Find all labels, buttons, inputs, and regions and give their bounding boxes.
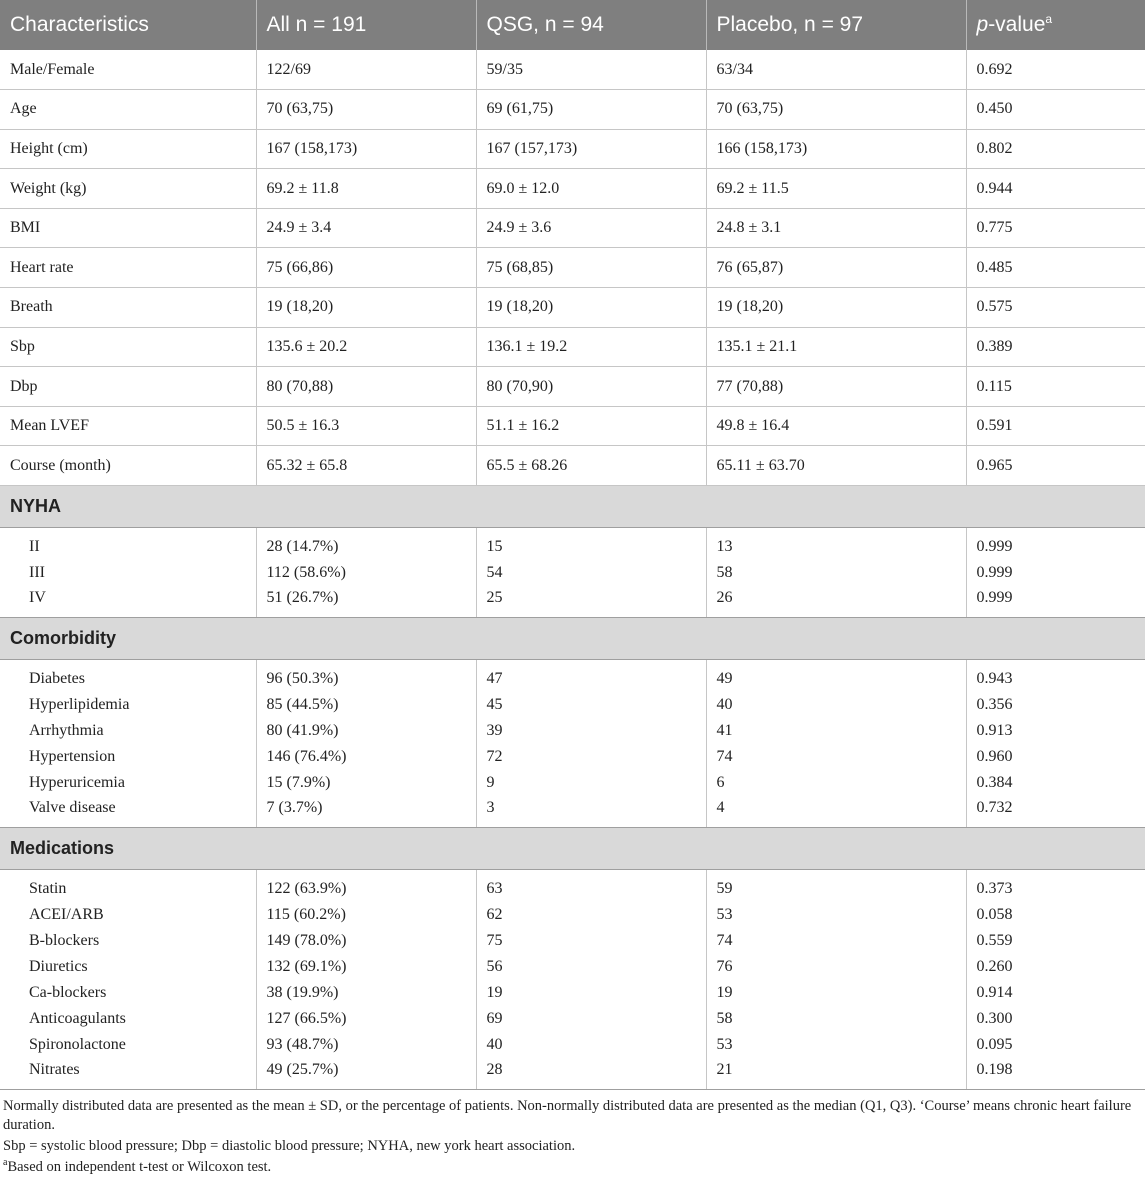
- row-placebo-value: 59: [706, 870, 966, 902]
- row-placebo-value: 19: [706, 980, 966, 1006]
- row-all-value: 122 (63.9%): [256, 870, 476, 902]
- row-qsg-value: 24.9 ± 3.6: [476, 208, 706, 248]
- footnote-abbreviations: Sbp = systolic blood pressure; Dbp = diastolic blood pressure; NYHA, new york heart association.: [3, 1138, 576, 1155]
- row-name: Nitrates: [0, 1058, 256, 1090]
- row-qsg-value: 69 (61,75): [476, 90, 706, 130]
- row-name: Mean LVEF: [0, 406, 256, 446]
- row-name: Anticoagulants: [0, 1006, 256, 1032]
- section-header-row: [0, 618, 1145, 660]
- table-row: [0, 718, 1145, 744]
- row-pvalue: 0.373: [976, 879, 1013, 897]
- row-qsg-value: 47: [476, 660, 706, 692]
- row-placebo-value: 76: [706, 954, 966, 980]
- row-pvalue: 0.095: [976, 1035, 1013, 1053]
- row-name: Ca-blockers: [0, 980, 256, 1006]
- section-header-row: [0, 828, 1145, 870]
- row-qsg-value: 80 (70,90): [476, 367, 706, 407]
- row-pvalue: 0.775: [966, 208, 1145, 248]
- table-row: [0, 129, 1145, 169]
- row-name: B-blockers: [0, 928, 256, 954]
- row-all-value: 115 (60.2%): [256, 902, 476, 928]
- row-placebo-value: 26: [706, 586, 966, 618]
- row-name: Hyperuricemia: [0, 770, 256, 796]
- table-row: [0, 90, 1145, 130]
- row-placebo-value: 49.8 ± 16.4: [706, 406, 966, 446]
- row-pvalue: 0.356: [976, 695, 1013, 713]
- table-row: [0, 980, 1145, 1006]
- table-row: [0, 446, 1145, 486]
- table-row: [0, 928, 1145, 954]
- row-pvalue: 0.944: [966, 169, 1145, 209]
- row-placebo-value: 4: [706, 796, 966, 828]
- row-name: Heart rate: [0, 248, 256, 288]
- footnote-test: [3, 1158, 1137, 1177]
- row-all-value: 19 (18,20): [256, 288, 476, 328]
- table-row: [0, 327, 1145, 367]
- row-placebo-value: 24.8 ± 3.1: [706, 208, 966, 248]
- row-all-value: 15 (7.9%): [256, 770, 476, 796]
- row-qsg-value: 51.1 ± 16.2: [476, 406, 706, 446]
- row-name: Age: [0, 90, 256, 130]
- header-pvalue: [966, 0, 1145, 50]
- row-all-value: 135.6 ± 20.2: [256, 327, 476, 367]
- table-row: [0, 367, 1145, 407]
- row-name: Arrhythmia: [0, 718, 256, 744]
- row-placebo-value: 58: [706, 1006, 966, 1032]
- row-qsg-value: 19 (18,20): [476, 288, 706, 328]
- row-qsg-value: 9: [476, 770, 706, 796]
- header-pvalue-sup: a: [1045, 12, 1053, 26]
- row-placebo-value: 53: [706, 902, 966, 928]
- row-pvalue: 0.260: [976, 957, 1013, 975]
- table-row: [0, 796, 1145, 828]
- row-pvalue: 0.300: [976, 1009, 1013, 1027]
- row-name: Diuretics: [0, 954, 256, 980]
- row-name: Valve disease: [0, 796, 256, 828]
- table-row: [0, 660, 1145, 692]
- row-pvalue: 0.058: [976, 905, 1013, 923]
- table-row: [0, 208, 1145, 248]
- table-header: [0, 0, 1145, 50]
- row-qsg-value: 19: [476, 980, 706, 1006]
- row-all-value: 49 (25.7%): [256, 1058, 476, 1090]
- row-all-value: 112 (58.6%): [256, 560, 476, 586]
- row-name: III: [0, 560, 256, 586]
- section-title: Comorbidity: [0, 618, 1145, 660]
- row-placebo-value: 74: [706, 928, 966, 954]
- row-qsg-value: 63: [476, 870, 706, 902]
- row-pvalue: 0.999: [966, 586, 1145, 618]
- table-row: [0, 870, 1145, 902]
- row-name: IV: [0, 586, 256, 618]
- row-all-value: 38 (19.9%): [256, 980, 476, 1006]
- footnote-test-sup: a: [3, 1157, 8, 1169]
- row-pvalue: 0.802: [966, 129, 1145, 169]
- row-qsg-value: 136.1 ± 19.2: [476, 327, 706, 367]
- row-pvalue: 0.960: [976, 747, 1013, 765]
- row-qsg-value: 54: [476, 560, 706, 586]
- row-pvalue: 0.559: [976, 931, 1013, 949]
- row-qsg-value: 167 (157,173): [476, 129, 706, 169]
- table-row: [0, 902, 1145, 928]
- row-all-value: 96 (50.3%): [256, 660, 476, 692]
- table-row: [0, 770, 1145, 796]
- row-all-value: 50.5 ± 16.3: [256, 406, 476, 446]
- row-all-value: 75 (66,86): [256, 248, 476, 288]
- row-qsg-value: 75: [476, 928, 706, 954]
- table-row: [0, 1032, 1145, 1058]
- row-name: Breath: [0, 288, 256, 328]
- section-title: NYHA: [0, 486, 1145, 528]
- row-all-value: 85 (44.5%): [256, 692, 476, 718]
- row-qsg-value: 45: [476, 692, 706, 718]
- row-pvalue: 0.914: [976, 983, 1013, 1001]
- row-qsg-value: 3: [476, 796, 706, 828]
- row-placebo-value: 40: [706, 692, 966, 718]
- row-name: Hyperlipidemia: [0, 692, 256, 718]
- table-row: [0, 406, 1145, 446]
- row-qsg-value: 65.5 ± 68.26: [476, 446, 706, 486]
- row-all-value: 28 (14.7%): [256, 528, 476, 560]
- row-all-value: 80 (70,88): [256, 367, 476, 407]
- row-all-value: 122/69: [256, 50, 476, 90]
- row-placebo-value: 63/34: [706, 50, 966, 90]
- row-pvalue: 0.692: [966, 50, 1145, 90]
- row-qsg-value: 59/35: [476, 50, 706, 90]
- row-placebo-value: 65.11 ± 63.70: [706, 446, 966, 486]
- row-qsg-value: 56: [476, 954, 706, 980]
- table-row: [0, 50, 1145, 90]
- row-placebo-value: 166 (158,173): [706, 129, 966, 169]
- row-qsg-value: 39: [476, 718, 706, 744]
- row-all-value: 80 (41.9%): [256, 718, 476, 744]
- header-all: All n = 191: [256, 0, 476, 50]
- table-row: [0, 692, 1145, 718]
- row-qsg-value: 15: [476, 528, 706, 560]
- table-row: [0, 744, 1145, 770]
- row-all-value: 24.9 ± 3.4: [256, 208, 476, 248]
- row-all-value: 149 (78.0%): [256, 928, 476, 954]
- header-placebo: Placebo, n = 97: [706, 0, 966, 50]
- row-name: BMI: [0, 208, 256, 248]
- row-all-value: 127 (66.5%): [256, 1006, 476, 1032]
- table-row: [0, 288, 1145, 328]
- header-qsg: QSG, n = 94: [476, 0, 706, 50]
- row-qsg-value: 40: [476, 1032, 706, 1058]
- row-all-value: 7 (3.7%): [256, 796, 476, 828]
- row-pvalue: 0.591: [966, 406, 1145, 446]
- table-row: [0, 1006, 1145, 1032]
- footnote-test-text: Based on independent t-test or Wilcoxon test.: [7, 1159, 272, 1176]
- table-row: [0, 1058, 1145, 1090]
- row-all-value: 69.2 ± 11.8: [256, 169, 476, 209]
- row-pvalue: 0.999: [976, 563, 1013, 581]
- row-pvalue: 0.999: [976, 537, 1013, 555]
- row-pvalue: 0.913: [976, 721, 1013, 739]
- row-qsg-value: 69: [476, 1006, 706, 1032]
- row-pvalue: 0.575: [966, 288, 1145, 328]
- row-name: Course (month): [0, 446, 256, 486]
- row-placebo-value: 76 (65,87): [706, 248, 966, 288]
- row-name: II: [0, 528, 256, 560]
- row-name: Weight (kg): [0, 169, 256, 209]
- row-qsg-value: 75 (68,85): [476, 248, 706, 288]
- row-all-value: 132 (69.1%): [256, 954, 476, 980]
- table-body: [0, 50, 1145, 1090]
- table-row: [0, 528, 1145, 560]
- row-pvalue: 0.943: [976, 669, 1013, 687]
- row-placebo-value: 69.2 ± 11.5: [706, 169, 966, 209]
- row-name: Dbp: [0, 367, 256, 407]
- row-placebo-value: 53: [706, 1032, 966, 1058]
- row-all-value: 93 (48.7%): [256, 1032, 476, 1058]
- row-pvalue: 0.115: [966, 367, 1145, 407]
- row-all-value: 65.32 ± 65.8: [256, 446, 476, 486]
- row-pvalue: 0.732: [966, 796, 1145, 828]
- row-placebo-value: 13: [706, 528, 966, 560]
- row-placebo-value: 6: [706, 770, 966, 796]
- row-qsg-value: 62: [476, 902, 706, 928]
- row-placebo-value: 77 (70,88): [706, 367, 966, 407]
- header-row: [0, 0, 1145, 50]
- row-qsg-value: 69.0 ± 12.0: [476, 169, 706, 209]
- row-placebo-value: 21: [706, 1058, 966, 1090]
- row-pvalue: 0.450: [966, 90, 1145, 130]
- row-name: Hypertension: [0, 744, 256, 770]
- table-row: [0, 248, 1145, 288]
- header-pvalue-italic: p: [976, 13, 989, 36]
- row-placebo-value: 19 (18,20): [706, 288, 966, 328]
- row-placebo-value: 58: [706, 560, 966, 586]
- row-name: ACEI/ARB: [0, 902, 256, 928]
- row-name: Statin: [0, 870, 256, 902]
- footnote-distribution: Normally distributed data are presented as the mean ± SD, or the percentage of patients. Non-normally distributed data are presented as the median (Q1, Q3). ‘Course’ means chronic heart failure duration.: [3, 1098, 1132, 1134]
- row-placebo-value: 41: [706, 718, 966, 744]
- row-all-value: 146 (76.4%): [256, 744, 476, 770]
- row-qsg-value: 28: [476, 1058, 706, 1090]
- row-qsg-value: 72: [476, 744, 706, 770]
- row-all-value: 167 (158,173): [256, 129, 476, 169]
- row-name: Height (cm): [0, 129, 256, 169]
- row-pvalue: 0.389: [966, 327, 1145, 367]
- header-characteristics: Characteristics: [0, 0, 256, 50]
- row-all-value: 70 (63,75): [256, 90, 476, 130]
- section-title: Medications: [0, 828, 1145, 870]
- row-name: Diabetes: [0, 660, 256, 692]
- row-placebo-value: 135.1 ± 21.1: [706, 327, 966, 367]
- row-placebo-value: 74: [706, 744, 966, 770]
- row-qsg-value: 25: [476, 586, 706, 618]
- row-name: Male/Female: [0, 50, 256, 90]
- row-name: Sbp: [0, 327, 256, 367]
- row-pvalue: 0.384: [976, 773, 1013, 791]
- row-name: Spironolactone: [0, 1032, 256, 1058]
- row-placebo-value: 70 (63,75): [706, 90, 966, 130]
- table-row: [0, 560, 1145, 586]
- row-pvalue: 0.965: [966, 446, 1145, 486]
- row-pvalue: 0.198: [966, 1058, 1145, 1090]
- table-row: [0, 954, 1145, 980]
- table-row: [0, 169, 1145, 209]
- row-all-value: 51 (26.7%): [256, 586, 476, 618]
- row-pvalue: 0.485: [966, 248, 1145, 288]
- table-row: [0, 586, 1145, 618]
- section-header-row: [0, 486, 1145, 528]
- table-footnotes: [0, 1090, 1145, 1177]
- row-placebo-value: 49: [706, 660, 966, 692]
- header-pvalue-rest: -value: [988, 13, 1046, 36]
